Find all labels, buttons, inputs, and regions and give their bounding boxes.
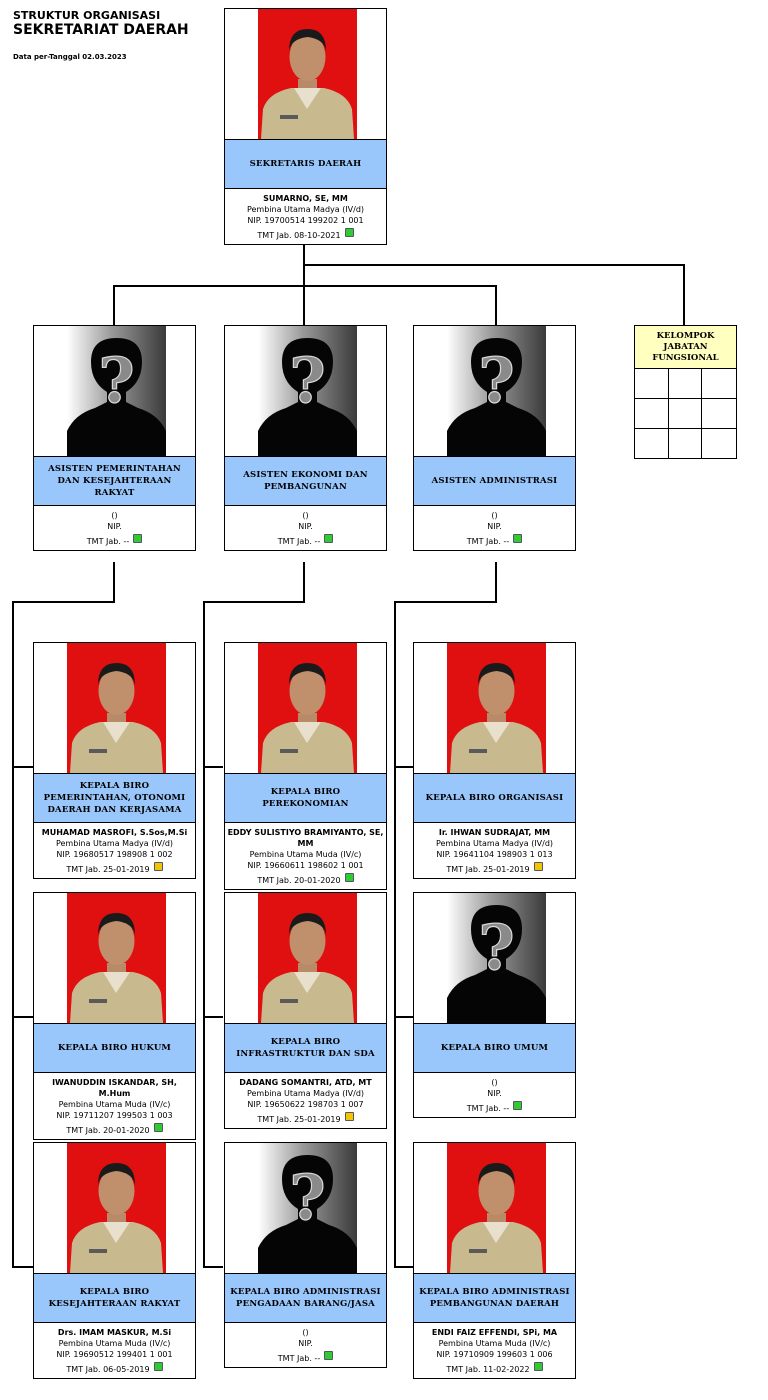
card-photo (225, 893, 386, 1023)
kelompok-jabatan-fungsional-box (634, 325, 737, 459)
position-info (414, 506, 575, 550)
tmt-jabatan: TMT Jab. 08-10-2021 (257, 231, 341, 240)
official-rank: () (111, 511, 118, 520)
position-title: SEKRETARIS DAERAH (225, 139, 386, 189)
official-rank: Pembina Utama Madya (IV/d) (435, 839, 554, 848)
position-card-biro-infrastruktur (224, 892, 387, 1129)
svg-text:?: ? (98, 344, 135, 417)
position-card-biro-pbj (224, 1142, 387, 1368)
position-title: ASISTEN ADMINISTRASI (414, 456, 575, 506)
status-green-icon (513, 1101, 522, 1110)
person-photo-icon (67, 893, 166, 1023)
official-rank: () (302, 511, 309, 520)
position-card-biro-umum (413, 892, 576, 1118)
official-rank: Pembina Utama Madya (IV/d) (246, 205, 365, 214)
official-name: IWANUDDIN ISKANDAR, SH, M.Hum (52, 1078, 177, 1098)
fungsional-title: KELOMPOK JABATAN FUNGSIONAL (635, 326, 736, 369)
header-line2: SEKRETARIAT DAERAH (13, 22, 189, 38)
placeholder-silhouette-icon (447, 893, 546, 1023)
official-name: EDDY SULISTIYO BRAMIYANTO, SE, MM (227, 828, 384, 848)
position-title: KEPALA BIRO HUKUM (34, 1023, 195, 1073)
official-nip: NIP. (107, 522, 122, 531)
official-rank: Pembina Utama Muda (IV/c) (58, 1100, 171, 1109)
card-photo (225, 326, 386, 456)
position-title: KEPALA BIRO KESEJAHTERAAN RAKYAT (34, 1273, 195, 1323)
placeholder-silhouette-icon (447, 326, 546, 456)
official-nip: NIP. (298, 522, 313, 531)
position-card-biro-organisasi (413, 642, 576, 879)
position-info (225, 823, 386, 889)
position-title: ASISTEN EKONOMI DAN PEMBANGUNAN (225, 456, 386, 506)
grid-cell (635, 369, 669, 399)
position-info (414, 1073, 575, 1117)
status-yellow-icon (154, 862, 163, 871)
svg-text:?: ? (478, 344, 515, 417)
grid-cell (702, 429, 736, 458)
grid-cell (635, 399, 669, 429)
person-photo-icon (67, 643, 166, 773)
position-card-biro-pembangunan (413, 1142, 576, 1379)
official-name: MUHAMAD MASROFI, S.Sos,M.Si (41, 828, 188, 837)
position-title: KEPALA BIRO INFRASTRUKTUR DAN SDA (225, 1023, 386, 1073)
tmt-jabatan: TMT Jab. -- (466, 1104, 510, 1113)
official-name: SUMARNO, SE, MM (263, 194, 348, 203)
tmt-jabatan: TMT Jab. 25-01-2019 (446, 865, 530, 874)
position-title: KEPALA BIRO ADMINISTRASI PEMBANGUNAN DAERAH (414, 1273, 575, 1323)
grid-cell (669, 399, 703, 429)
official-rank: () (302, 1328, 309, 1337)
tmt-jabatan: TMT Jab. 06-05-2019 (66, 1365, 150, 1374)
position-info (225, 1073, 386, 1128)
status-green-icon (324, 534, 333, 543)
svg-text:?: ? (289, 344, 326, 417)
status-green-icon (345, 228, 354, 237)
status-green-icon (154, 1123, 163, 1132)
card-photo (414, 643, 575, 773)
status-green-icon (154, 1362, 163, 1371)
position-card-sekda (224, 8, 387, 245)
person-photo-icon (67, 1143, 166, 1273)
position-card-biro-pemerintahan (33, 642, 196, 879)
card-photo (225, 9, 386, 139)
position-info (34, 506, 195, 550)
person-photo-icon (447, 1143, 546, 1273)
official-nip: NIP. 19641104 198903 1 013 (436, 850, 553, 859)
position-title: KEPALA BIRO PEREKONOMIAN (225, 773, 386, 823)
svg-text:?: ? (478, 911, 515, 984)
tmt-jabatan: TMT Jab. -- (277, 1354, 321, 1363)
official-rank: () (491, 511, 498, 520)
position-title: KEPALA BIRO ORGANISASI (414, 773, 575, 823)
status-yellow-icon (534, 862, 543, 871)
position-card-biro-perekonomian (224, 642, 387, 890)
position-title: KEPALA BIRO PEMERINTAHAN, OTONOMI DAERAH DAN KERJASAMA (34, 773, 195, 823)
official-rank: () (491, 1078, 498, 1087)
official-rank: Pembina Utama Muda (IV/c) (249, 850, 362, 859)
tmt-jabatan: TMT Jab. -- (277, 537, 321, 546)
tmt-jabatan: TMT Jab. 20-01-2020 (257, 876, 341, 885)
header-date: Data per-Tanggal 02.03.2023 (13, 53, 127, 61)
person-photo-icon (258, 9, 357, 139)
grid-cell (669, 369, 703, 399)
official-nip: NIP. (298, 1339, 313, 1348)
tmt-jabatan: TMT Jab. 25-01-2019 (257, 1115, 341, 1124)
header-line1: STRUKTUR ORGANISASI (13, 9, 161, 22)
official-rank: Pembina Utama Madya (IV/d) (55, 839, 174, 848)
position-info (225, 506, 386, 550)
placeholder-silhouette-icon (258, 326, 357, 456)
official-name: ENDI FAIZ EFFENDI, SPi, MA (431, 1328, 558, 1337)
position-info (225, 1323, 386, 1367)
position-info (414, 1323, 575, 1378)
official-nip: NIP. (487, 522, 502, 531)
position-card-biro-hukum (33, 892, 196, 1140)
placeholder-silhouette-icon (258, 1143, 357, 1273)
official-rank: Pembina Utama Muda (IV/c) (58, 1339, 171, 1348)
card-photo (225, 643, 386, 773)
official-nip: NIP. (487, 1089, 502, 1098)
position-info (34, 1323, 195, 1378)
official-nip: NIP. 19710909 199603 1 006 (436, 1350, 553, 1359)
position-card-biro-kesra (33, 1142, 196, 1379)
card-photo (414, 1143, 575, 1273)
status-green-icon (133, 534, 142, 543)
grid-cell (702, 399, 736, 429)
person-photo-icon (258, 893, 357, 1023)
position-title: KEPALA BIRO ADMINISTRASI PENGADAAN BARANG/JASA (225, 1273, 386, 1323)
tmt-jabatan: TMT Jab. 25-01-2019 (66, 865, 150, 874)
official-rank: Pembina Utama Madya (IV/d) (246, 1089, 365, 1098)
official-nip: NIP. 19650622 198703 1 007 (247, 1100, 364, 1109)
official-nip: NIP. 19660611 198602 1 001 (247, 861, 364, 870)
tmt-jabatan: TMT Jab. 11-02-2022 (446, 1365, 530, 1374)
position-card-asisten-3 (413, 325, 576, 551)
official-rank: Pembina Utama Muda (IV/c) (438, 1339, 551, 1348)
official-name: Ir. IHWAN SUDRAJAT, MM (438, 828, 551, 837)
position-card-asisten-1 (33, 325, 196, 551)
position-card-asisten-2 (224, 325, 387, 551)
person-photo-icon (447, 643, 546, 773)
official-nip: NIP. 19711207 199503 1 003 (56, 1111, 173, 1120)
card-photo (34, 326, 195, 456)
tmt-jabatan: TMT Jab. -- (466, 537, 510, 546)
status-green-icon (324, 1351, 333, 1360)
svg-text:?: ? (289, 1161, 326, 1234)
official-nip: NIP. 19680517 198908 1 002 (56, 850, 173, 859)
position-info (225, 189, 386, 244)
status-green-icon (513, 534, 522, 543)
placeholder-silhouette-icon (67, 326, 166, 456)
status-green-icon (534, 1362, 543, 1371)
official-name: DADANG SOMANTRI, ATD, MT (239, 1078, 372, 1087)
tmt-jabatan: TMT Jab. -- (86, 537, 130, 546)
official-name: Drs. IMAM MASKUR, M.Si (57, 1328, 172, 1337)
status-green-icon (345, 873, 354, 882)
person-photo-icon (258, 643, 357, 773)
official-nip: NIP. 19700514 199202 1 001 (247, 216, 364, 225)
grid-cell (669, 429, 703, 458)
card-photo (414, 326, 575, 456)
card-photo (414, 893, 575, 1023)
position-title: KEPALA BIRO UMUM (414, 1023, 575, 1073)
position-info (414, 823, 575, 878)
grid-cell (635, 429, 669, 458)
position-info (34, 823, 195, 878)
card-photo (225, 1143, 386, 1273)
card-photo (34, 643, 195, 773)
position-title: ASISTEN PEMERINTAHAN DAN KESEJAHTERAAN RAKYAT (34, 456, 195, 506)
tmt-jabatan: TMT Jab. 20-01-2020 (66, 1126, 150, 1135)
fungsional-grid (635, 369, 736, 458)
card-photo (34, 893, 195, 1023)
position-info (34, 1073, 195, 1139)
status-yellow-icon (345, 1112, 354, 1121)
grid-cell (702, 369, 736, 399)
card-photo (34, 1143, 195, 1273)
official-nip: NIP. 19690512 199401 1 001 (56, 1350, 173, 1359)
